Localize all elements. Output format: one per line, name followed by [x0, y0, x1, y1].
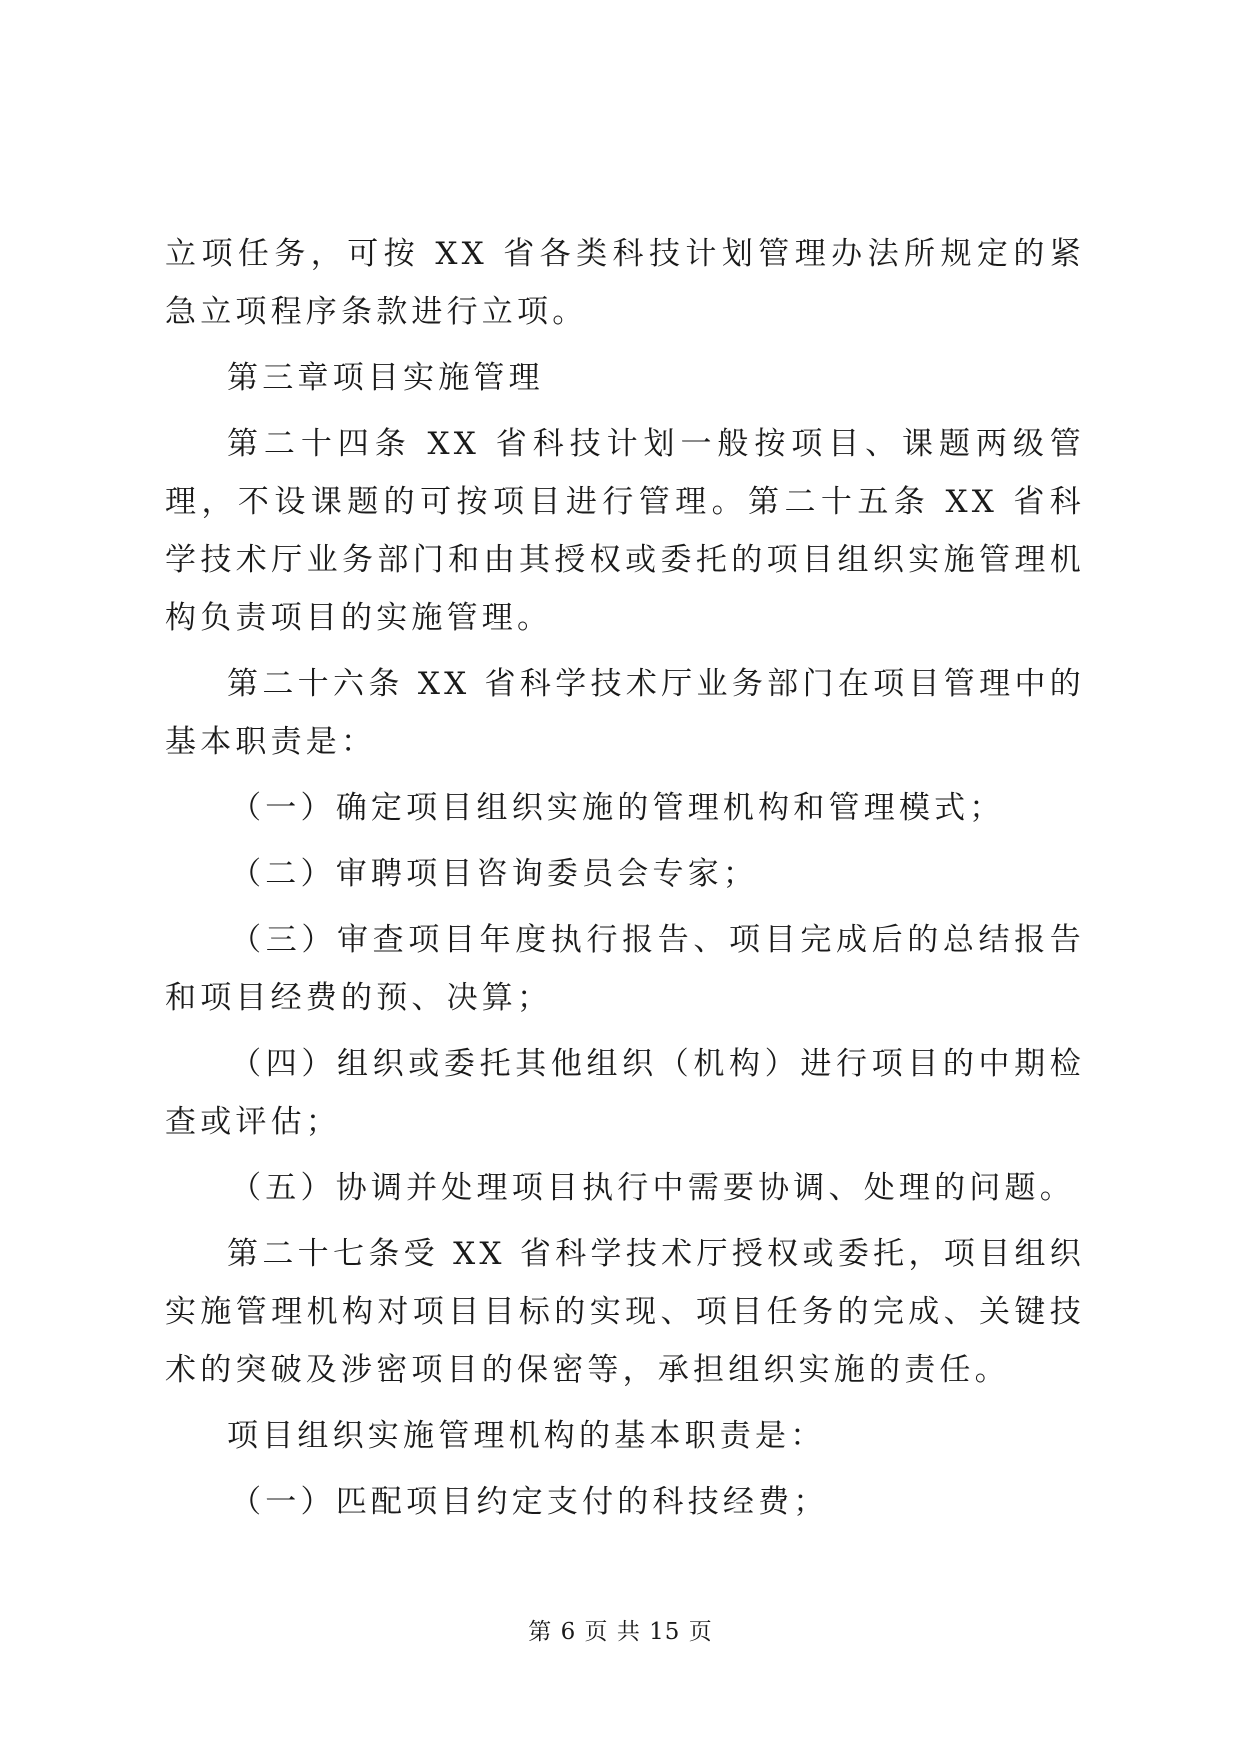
- paragraph-article-26: 第二十六条 XX 省科学技术厅业务部门在项目管理中的基本职责是：: [165, 666, 1085, 760]
- list-item-4: （四）组织或委托其他组织（机构）进行项目的中期检查或评估；: [165, 1046, 1085, 1140]
- paragraph-duties-intro: 项目组织实施管理机构的基本职责是：: [227, 1418, 826, 1454]
- list-item-2: （二）审聘项目咨询委员会专家；: [230, 856, 759, 892]
- page-footer: 第 6 页 共 15 页: [528, 1619, 713, 1645]
- list-item-3: （三）审查项目年度执行报告、项目完成后的总结报告和项目经费的预、决算；: [165, 922, 1085, 1016]
- chapter-heading: 第三章项目实施管理: [227, 360, 544, 396]
- paragraph-article-24-25: 第二十四条 XX 省科技计划一般按项目、课题两级管理，不设课题的可按项目进行管理。第二十五条 XX 省科学技术厅业务部门和由其授权或委托的项目组织实施管理机构负责项目的实施管理。: [165, 426, 1085, 636]
- paragraph-1: 立项任务，可按 XX 省各类科技计划管理办法所规定的紧急立项程序条款进行立项。: [165, 236, 1085, 330]
- list-item-5: （五）协调并处理项目执行中需要协调、处理的问题。: [230, 1170, 1075, 1206]
- paragraph-article-27: 第二十七条受 XX 省科学技术厅授权或委托，项目组织实施管理机构对项目目标的实现、项目任务的完成、关键技术的突破及涉密项目的保密等，承担组织实施的责任。: [165, 1236, 1085, 1388]
- list-item-duty-1: （一）匹配项目约定支付的科技经费；: [230, 1484, 829, 1520]
- list-item-1: （一）确定项目组织实施的管理机构和管理模式；: [230, 790, 1005, 826]
- document-body: [165, 225, 1085, 1539]
